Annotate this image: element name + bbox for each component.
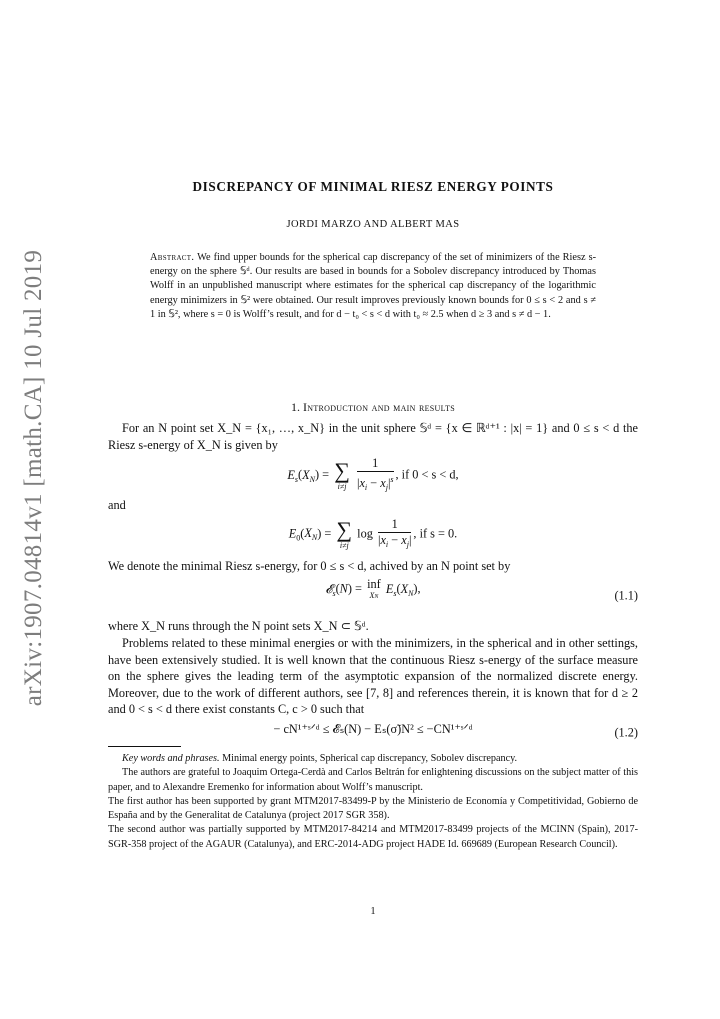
abstract-label: Abstract.	[150, 252, 195, 263]
page-number: 1	[370, 906, 376, 917]
equation-minimal-energy: 𝓔$_s$(N) = inf XN $E_s(X_N)$, (1.1)	[325, 577, 638, 604]
keywords-label: Key words and phrases.	[122, 753, 220, 764]
acknowledgement: The authors are grateful to Joaquim Ortega-Cerdà and Carlos Beltrán for enlightening discussions on the subject matter of this paper, and to Alexandre Eremenko for information about Wolff’s manuscript.	[108, 767, 638, 793]
paper-authors: JORDI MARZO AND ALBERT MAS	[286, 219, 460, 230]
paragraph-2: We denote the minimal Riesz s-energy, for 0 ≤ s < d, achived by an N point set by	[108, 558, 511, 573]
equation-log-energy: $E_0(X_N)$ = ∑ i≠j log $\frac{1}{|x_i - x_j|}$ , if s = 0.	[288, 516, 458, 550]
keywords-footnote	[108, 752, 638, 766]
paragraph-4: Problems related to these minimal energies or with the minimizers, in the spherical and in other settings, have been extensively studied. It is well known that the continuous Riesz s-energy of the surface measure on the sphere gives the leading term of the asymptotic expansion of the normalized discrete energy. Moreover, due to the work of different authors, see [7, 8] and references therein, it is known that for d ≥ 2 and 0 < s < d there exist constants C, c > 0 such that	[108, 635, 638, 717]
keywords-text: Minimal energy points, Spherical cap discrepancy, Sobolev discrepancy.	[222, 753, 518, 764]
equation-1-condition: , if 0 < s < d,	[395, 467, 459, 482]
section-heading	[108, 400, 638, 415]
equation-2-condition: , if s = 0.	[413, 526, 458, 541]
equation-asymptotic-bound	[108, 721, 638, 745]
funding-first-author: The first author has been supported by grant MTM2017-83499-P by the Ministerio de Economía y Competitividad, Gobierno de España and by the Generalitat de Catalunya (project 2017 SGR 358).	[108, 795, 638, 822]
equation-1-2: − cN¹⁺ˢᐟᵈ ≤ 𝓔ₛ(N) − Eₛ(σ̃)N² ≤ −CN¹⁺ˢᐟᵈ	[273, 721, 473, 736]
equation-riesz-energy: $E_s(X_N)$ = ∑ i≠j $\frac{1}{|x_i - x_j|^s}$ , if 0 < s < d,	[287, 456, 459, 493]
paragraph-1: For an N point set X_N = {x₁, …, x_N} in the unit sphere 𝕊ᵈ = {x ∈ ℝᵈ⁺¹ : |x| = 1} and 0 ≤ s < d the Riesz s-energy of X_N is given by	[108, 421, 638, 452]
funding-second-author: The second author was partially supported by MTM2017-84214 and MTM2017-83499 projects of the MCINN (Spain), 2017-SGR-358 project of the AGAUR (Catalunya), and ERC-2014-ADG project HADE Id. 669689 (European Research Council).	[108, 824, 638, 850]
footnotes	[108, 752, 638, 852]
abstract	[150, 251, 596, 322]
arxiv-side-identifier	[18, 249, 50, 707]
paragraph-3: where X_N runs through the N point sets X_N ⊂ 𝕊ᵈ.	[108, 619, 369, 634]
body-text	[108, 420, 638, 748]
section-number: 1.	[290, 400, 300, 414]
section-title: Introduction and main results	[302, 400, 456, 414]
arxiv-id-text: arXiv:1907.04814v1 [math.CA] 10 Jul 2019	[20, 249, 48, 707]
paper-title: DISCREPANCY OF MINIMAL RIESZ ENERGY POINTS	[192, 179, 554, 194]
equation-1-1-label: (1.1)	[614, 589, 638, 604]
abstract-text: We find upper bounds for the spherical cap discrepancy of the set of minimizers of the Riesz s-energy on the sphere 𝕊ᵈ. Our results are based in bounds for a Sobolev discrepancy introduced by Thomas Wolff in an unpublished manuscript where estimates for the spherical cap discrepancy of the logarithmic energy minimizers in 𝕊² were obtained. Our result improves previously known bounds for 0 ≤ s < 2 and s ≠ 1 in 𝕊², where s = 0 is Wolff’s result, and for d − t₀ < s < d with t₀ ≈ 2.5 when d ≥ 3 and s ≠ d − 1.	[150, 252, 597, 320]
connector-and: and	[108, 498, 126, 513]
equation-1-2-label: (1.2)	[614, 725, 638, 740]
footnote-rule	[108, 746, 181, 747]
